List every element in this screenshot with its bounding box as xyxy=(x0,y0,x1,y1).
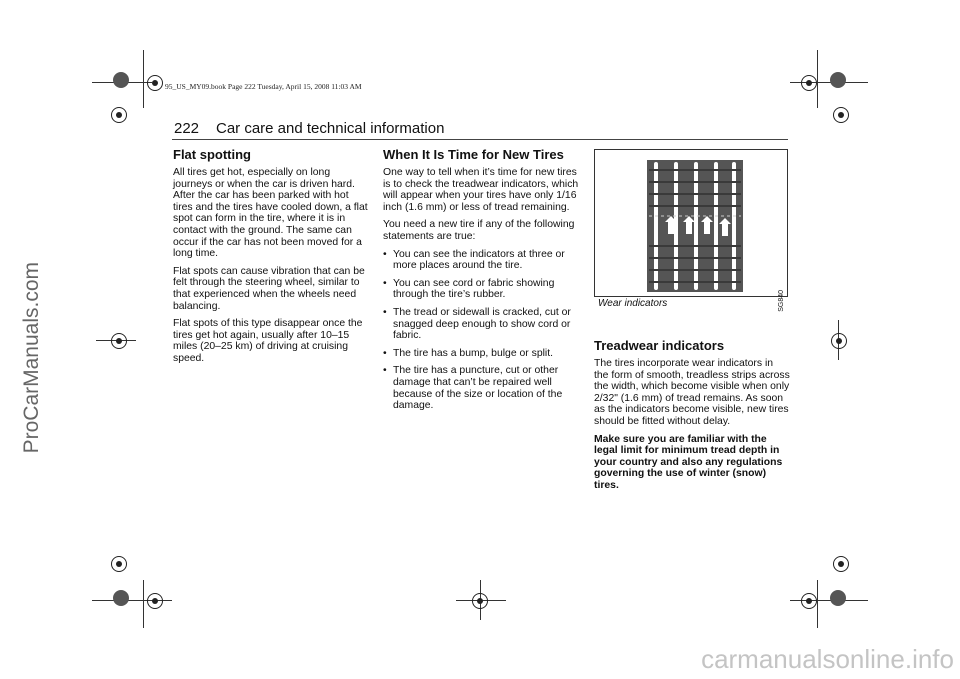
registration-mark xyxy=(830,72,846,88)
new-tires-column xyxy=(383,147,579,418)
registration-mark xyxy=(113,72,129,88)
list-item: • The tire has a puncture, cut or other damage that can’t be repaired well because of the size or location of the damage. xyxy=(383,365,579,411)
crop-mark xyxy=(817,580,818,628)
list-item: • The tread or sidewall is cracked, cut or snagged deep enough to show cord or fabric. xyxy=(383,307,579,342)
registration-mark xyxy=(801,75,817,91)
treadwear-column xyxy=(594,338,790,498)
paragraph: Flat spots can cause vibration that can be felt through the steering wheel, similar to that experienced when the wheels need balancing. xyxy=(173,265,365,312)
condition-list xyxy=(383,249,579,412)
paragraph: All tires get hot, especially on long journeys or when the car is driven hard. After the car has been parked with hot tires and the tires have cooled down, a flat spot can form in the tire, where it is in contact with the ground. The same can occur if the car has not been moved for a long time. xyxy=(173,167,368,260)
paragraph: You need a new tire if any of the following statements are true: xyxy=(383,219,575,242)
section-title: Car care and technical information xyxy=(216,120,445,137)
registration-mark xyxy=(147,593,163,609)
registration-mark xyxy=(833,556,849,572)
registration-mark xyxy=(831,333,847,349)
list-item: • The tire has a bump, bulge or split. xyxy=(383,348,579,360)
registration-mark xyxy=(147,75,163,91)
bottom-watermark: carmanualsonline.info xyxy=(701,644,954,674)
registration-mark xyxy=(830,590,846,606)
registration-mark xyxy=(801,593,817,609)
figure-caption: Wear indicators xyxy=(598,298,668,309)
registration-mark xyxy=(111,333,127,349)
registration-mark xyxy=(113,590,129,606)
treadwear-heading: Treadwear indicators xyxy=(594,338,725,353)
figure-code: SG840 xyxy=(778,290,785,312)
header-rule xyxy=(172,139,788,140)
page-number: 222 xyxy=(174,120,200,137)
registration-mark xyxy=(111,107,127,123)
registration-mark xyxy=(833,107,849,123)
tire-tread-drawing xyxy=(595,150,787,296)
list-item: • You can see the indicators at three or more places around the tire. xyxy=(383,249,579,272)
list-item: • You can see cord or fabric showing through the tire’s rubber. xyxy=(383,278,579,301)
paragraph: One way to tell when it’s time for new tires is to check the treadwear indicators, which will appear when your tires have only 1/16 inch (1.6 mm) or less of tread remaining. xyxy=(383,167,579,213)
crop-mark xyxy=(143,580,144,628)
warning-paragraph: Make sure you are familiar with the legal limit for minimum tread depth in your country and also any regulations governing the use of winter (snow) tires. xyxy=(594,433,783,491)
registration-mark xyxy=(472,593,488,609)
paragraph: Flat spots of this type disappear once the tires get hot again, usually after 10–15 miles (20–25 km) of driving at cruising speed. xyxy=(173,318,363,364)
crop-mark xyxy=(143,50,144,108)
book-info: 95_US_MY09.book Page 222 Tuesday, April 15, 2008 11:03 AM xyxy=(165,82,362,91)
new-tires-heading: When It Is Time for New Tires xyxy=(383,147,564,162)
flat-spotting-column xyxy=(173,147,369,371)
crop-mark xyxy=(817,50,818,108)
flat-spotting-heading: Flat spotting xyxy=(173,147,251,162)
paragraph: The tires incorporate wear indicators in the form of smooth, treadless strips across the width, which become visible when only 2/32" (1.6 mm) of tread remains. As soon as the indicators become visible, new tires should be fitted without delay. xyxy=(594,358,790,427)
side-watermark: ProCarManuals.com xyxy=(20,262,43,454)
registration-mark xyxy=(111,556,127,572)
